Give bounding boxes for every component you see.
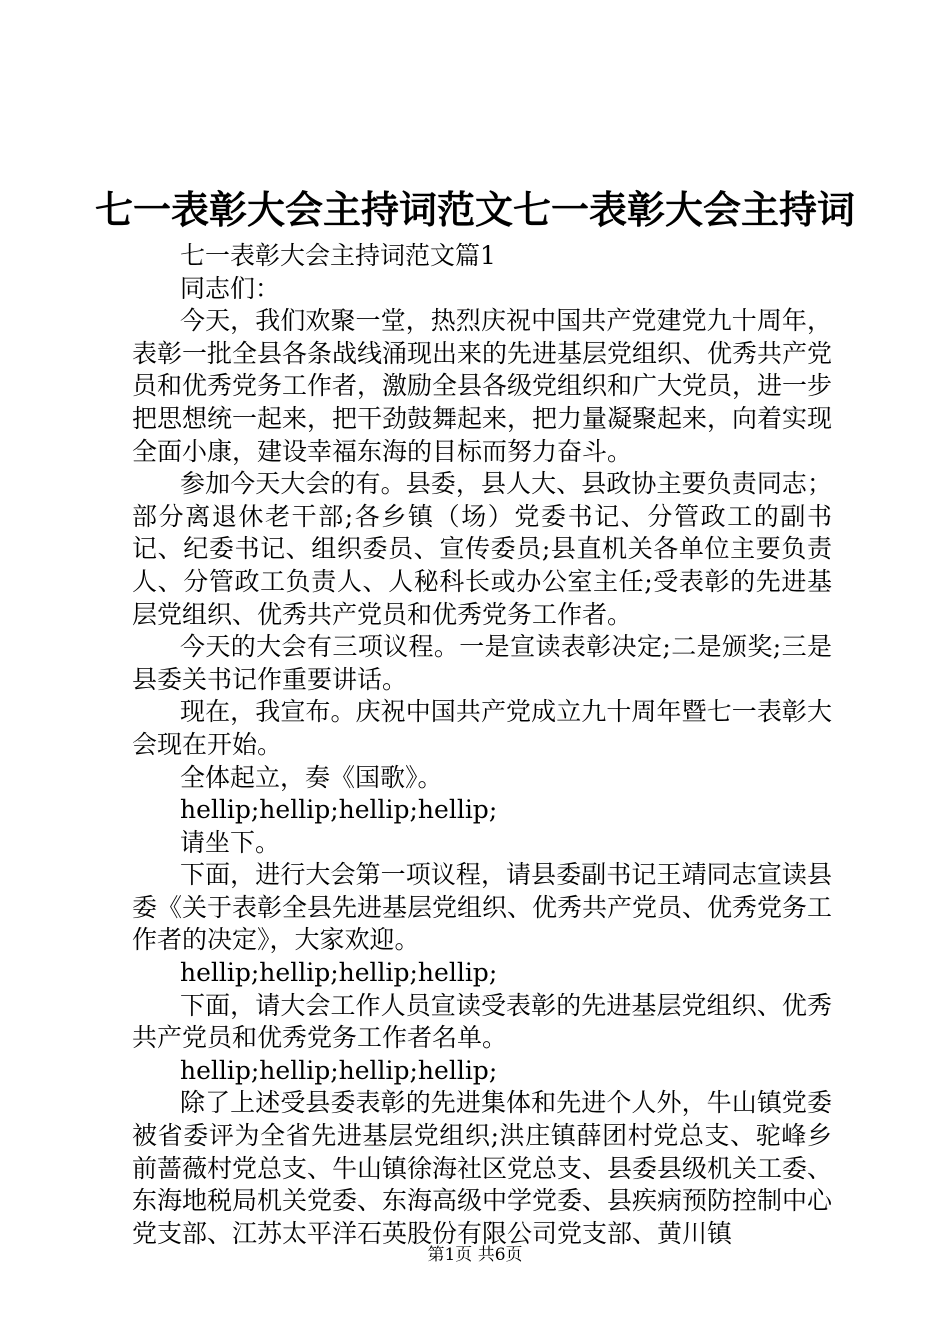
paragraph: 参加今天大会的有。县委，县人大、县政协主要负责同志；部分离退休老干部;各乡镇（场）党委书记、分管政工的副书记、纪委书记、组织委员、宣传委员;县直机关各单位主要负责人、分管政工负责人、人秘科长或办公室主任;受表彰的先进基层党组织、优秀共产党员和优秀党务工作者。 (132, 469, 832, 629)
document-body (132, 240, 832, 1250)
paragraph: 下面，请大会工作人员宣读受表彰的先进基层党组织、优秀共产党员和优秀党务工作者名单。 (132, 990, 832, 1053)
paragraph: 今天的大会有三项议程。一是宣读表彰决定;二是颁奖;三是县委关书记作重要讲话。 (132, 632, 832, 694)
paragraph: 下面，进行大会第一项议程，请县委副书记王靖同志宣读县委《关于表彰全县先进基层党组织、优秀共产党员、优秀党务工作者的决定》，大家欢迎。 (132, 860, 833, 955)
paragraph: hellip;hellip;hellip;hellip; (180, 1055, 498, 1085)
document-title: 七一表彰大会主持词范文七一表彰大会主持词 (94, 187, 855, 232)
paragraph: hellip;hellip;hellip;hellip; (180, 958, 498, 988)
salutation: 同志们： (180, 273, 281, 303)
page-footer: 第1页 共6页 (427, 1245, 523, 1265)
paragraph: hellip;hellip;hellip;hellip; (180, 795, 498, 825)
paragraph: 全体起立，奏《国歌》。 (180, 762, 443, 792)
paragraph: 今天，我们欢聚一堂，热烈庆祝中国共产党建党九十周年，表彰一批全县各条战线涌现出来的先进基层党组织、优秀共产党员和优秀党务工作者，激励全县各级党组织和广大党员，进一步把思想统一起来，把干劲鼓舞起来，把力量凝聚起来，向着实现全面小康，建设幸福东海的目标而努力奋斗。 (132, 306, 833, 466)
paragraph: 现在，我宣布。庆祝中国共产党成立九十周年暨七一表彰大会现在开始。 (132, 697, 832, 759)
paragraph: 请坐下。 (180, 827, 281, 857)
paragraph: 除了上述受县委表彰的先进集体和先进个人外，牛山镇党委被省委评为全省先进基层党组织;洪庄镇薛团村党总支、驼峰乡前蔷薇村党总支、牛山镇徐海社区党总支、县委县级机关工委、东海地税局机关党委、东海高级中学党委、县疾病预防控制中心党支部、江苏太平洋石英股份有限公司党支部、黄川镇 (132, 1088, 833, 1248)
section-heading: 七一表彰大会主持词范文篇1 (180, 241, 496, 270)
